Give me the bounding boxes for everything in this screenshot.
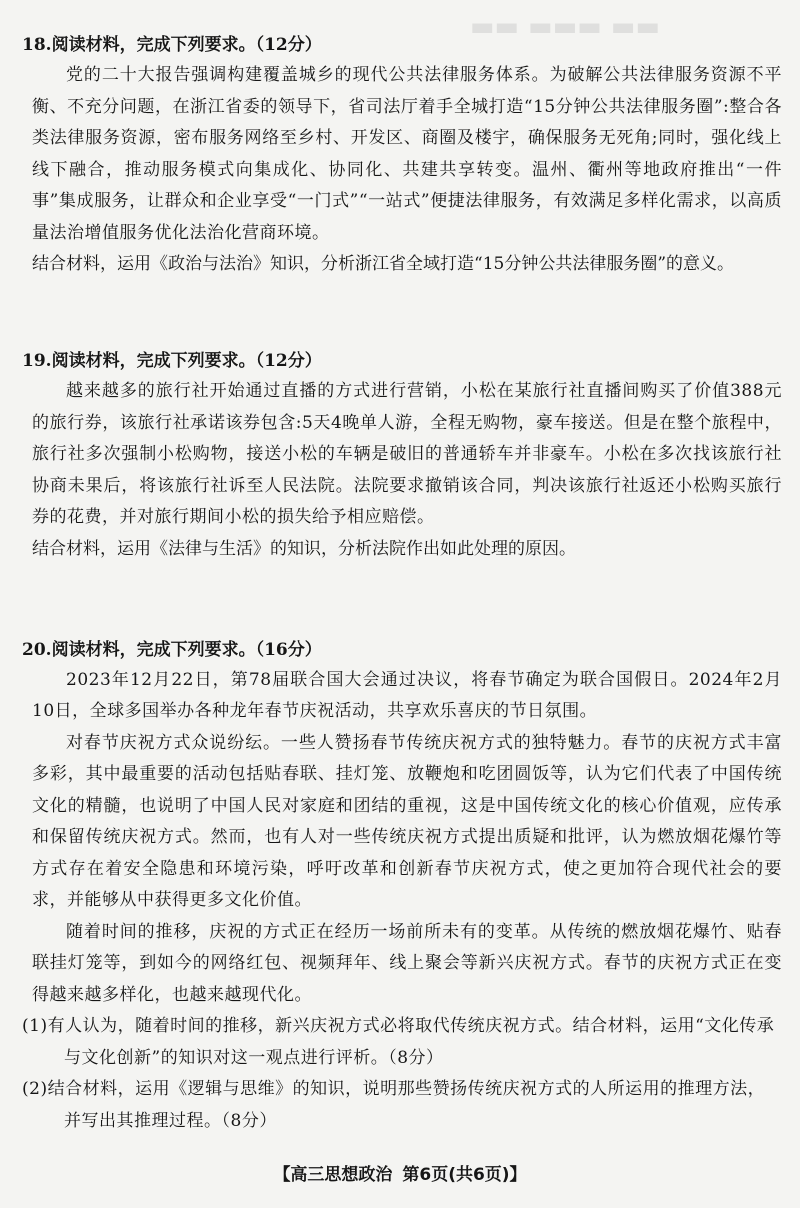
question-18: [22, 30, 782, 280]
question-20-subquestion-2: (2)结合材料，运用《逻辑与思维》的知识，说明那些赞扬传统庆祝方式的人所运用的推理方法，并写出其推理过程。（8分）: [22, 1079, 766, 1131]
page-footer: [0, 1160, 800, 1185]
answer-space: [22, 565, 782, 635]
question-19-heading: 19.阅读材料，完成下列要求。（12分）: [22, 351, 322, 371]
question-20-material-paragraph: 随着时间的推移，庆祝的方式正在经历一场前所未有的变革。从传统的燃放烟花爆竹、贴春联挂灯笼等，到如今的网络红包、视频拜年、线上聚会等新兴庆祝方式。春节的庆祝方式正在变得越来越多样化，也越来越现代化。: [32, 921, 782, 1005]
answer-space: [22, 280, 782, 346]
question-18-material: 党的二十大报告强调构建覆盖城乡的现代公共法律服务体系。为破解公共法律服务资源不平衡、不充分问题，在浙江省委的领导下，省司法厅着手全城打造“15分钟公共法律服务圈”:整合各类法律服务资源，密布服务网络至乡村、开发区、商圈及楼宇，确保服务无死角;同时，强化线上线下融合，推动服务模式向集成化、协同化、共建共享转变。温州、衢州等地政府推出“一件事”集成服务，让群众和企业享受“一门式”“一站式”便捷法律服务，有效满足多样化需求，以高质量法治增值服务优化法治化营商环境。: [32, 65, 782, 243]
question-18-heading: 18.阅读材料，完成下列要求。（12分）: [22, 35, 322, 55]
question-19: [22, 346, 782, 565]
question-20-material-paragraph: 2023年12月22日，第78届联合国大会通过决议，将春节确定为联合国假日。2024年2月10日，全球多国举办各种龙年春节庆祝活动，共享欢乐喜庆的节日氛围。: [32, 669, 782, 721]
bleed-through-decoration: ▬▬ ▬▬▬ ▬▬: [470, 12, 661, 42]
document-body: [22, 30, 782, 1137]
question-19-material: 越来越多的旅行社开始通过直播的方式进行营销，小松在某旅行社直播间购买了价值388元的旅行券，该旅行社承诺该券包含:5天4晚单人游，全程无购物，豪车接送。但是在整个旅程中，旅行社多次强制小松购物，接送小松的车辆是破旧的普通轿车并非豪车。小松在多次找该旅行社协商未果后，将该旅行社诉至人民法院。法院要求撤销该合同，判决该旅行社返还小松购买旅行券的花费，并对旅行期间小松的损失给予相应赔偿。: [32, 381, 782, 527]
footer-subject: 【高三思想政治: [273, 1165, 393, 1185]
question-20-heading: 20.阅读材料，完成下列要求。（16分）: [22, 639, 322, 660]
question-20: [22, 635, 782, 1138]
question-20-material-paragraph: 对春节庆祝方式众说纷纭。一些人赞扬春节传统庆祝方式的独特魅力。春节的庆祝方式丰富多彩，其中最重要的活动包括贴春联、挂灯笼、放鞭炮和吃团圆饭等，认为它们代表了中国传统文化的精髓，也说明了中国人民对家庭和团结的重视，这是中国传统文化的核心价值观，应传承和保留传统庆祝方式。然而，也有人对一些传统庆祝方式提出质疑和批评，认为燃放烟花爆竹等方式存在着安全隐患和环境污染，呼吁改革和创新春节庆祝方式，使之更加符合现代社会的要求，并能够从中获得更多文化价值。: [32, 732, 782, 910]
footer-page-number: 第6页(共6页)】: [402, 1165, 527, 1185]
question-18-task: 结合材料，运用《政治与法治》知识，分析浙江省全域打造“15分钟公共法律服务圈”的意义。: [32, 254, 735, 274]
question-20-subquestion-1: (1)有人认为，随着时间的推移，新兴庆祝方式必将取代传统庆祝方式。结合材料，运用“文化传承与文化创新”的知识对这一观点进行评析。（8分）: [22, 1016, 775, 1068]
question-19-task: 结合材料，运用《法律与生活》的知识，分析法院作出如此处理的原因。: [32, 538, 576, 559]
